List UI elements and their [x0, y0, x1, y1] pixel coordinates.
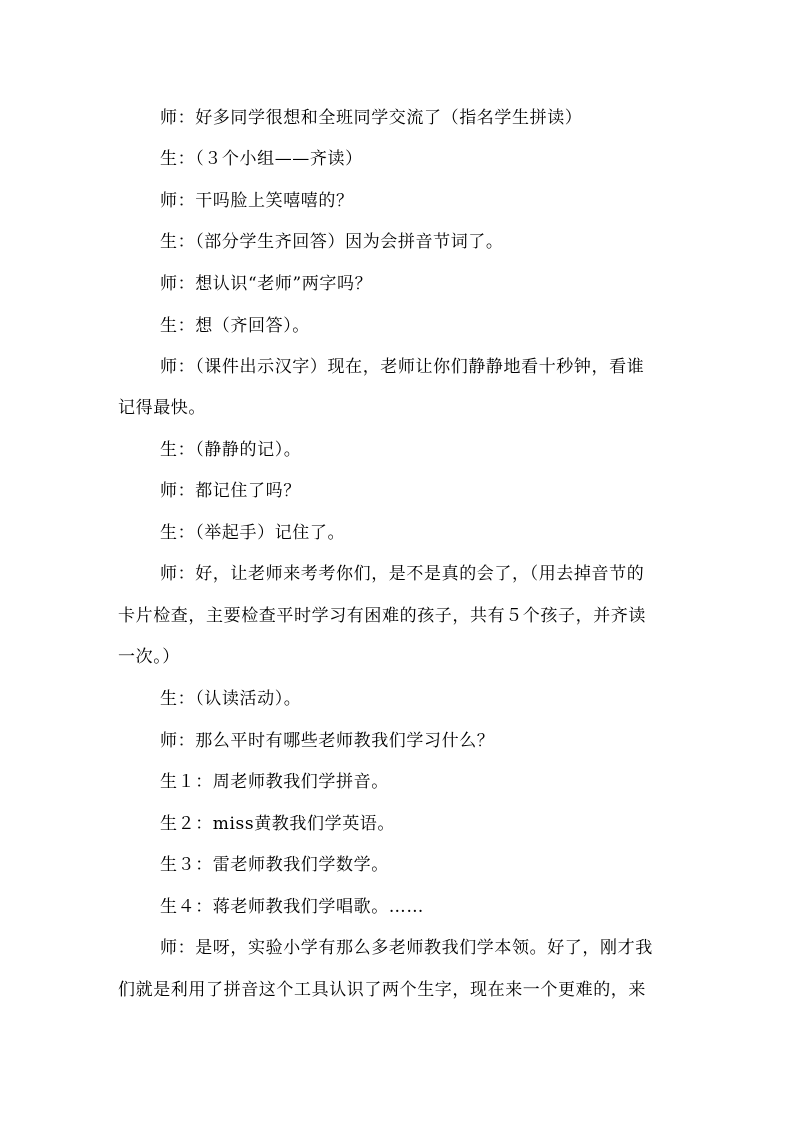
- dialogue-line-15: 生２：miss黄教我们学英语。: [160, 814, 396, 834]
- dialogue-line-5: 师：想认识“老师”两字吗？: [160, 274, 373, 294]
- dialogue-line-8: 生：（静静的记）。: [160, 440, 302, 460]
- dialogue-line-11-continued: 卡片检查，主要检查平时学习有困难的孩子，共有５个孩子，并齐读: [118, 606, 646, 626]
- dialogue-line-18-continued: 们就是利用了拼音这个工具认识了两个生字，现在来一个更难的，来: [118, 980, 646, 1000]
- dialogue-line-12: 生：（认读活动）。: [160, 689, 302, 709]
- dialogue-line-18: 师：是呀，实验小学有那么多老师教我们学本领。好了，刚才我: [160, 938, 653, 958]
- dialogue-line-7-continued: 记得最快。: [118, 398, 206, 418]
- dialogue-line-1: 师：好多同学很想和全班同学交流了（指名学生拼读）: [160, 108, 583, 128]
- dialogue-line-2: 生：（３个小组——齐读）: [160, 149, 363, 169]
- dialogue-line-7: 师：（课件出示汉字）现在，老师让你们静静地看十秒钟，看谁: [160, 357, 645, 377]
- dialogue-line-9: 师：都记住了吗？: [160, 481, 301, 501]
- dialogue-line-16: 生３：雷老师教我们学数学。: [160, 855, 389, 875]
- dialogue-line-13: 师：那么平时有哪些老师教我们学习什么？: [160, 731, 495, 751]
- dialogue-line-14: 生１：周老师教我们学拼音。: [160, 772, 389, 792]
- dialogue-line-6: 生：想（齐回答）。: [160, 316, 310, 336]
- dialogue-line-17: 生４：蒋老师教我们学唱歌。……: [160, 897, 424, 917]
- dialogue-line-11-continued-2: 一次。）: [118, 647, 180, 667]
- dialogue-line-10: 生：（举起手）记住了。: [160, 523, 346, 543]
- dialogue-line-4: 生：（部分学生齐回答）因为会拼音节词了。: [160, 232, 504, 252]
- dialogue-line-3: 师：干吗脸上笑嘻嘻的？: [160, 191, 354, 211]
- dialogue-line-11: 师：好，让老师来考考你们，是不是真的会了，（用去掉音节的: [160, 564, 645, 584]
